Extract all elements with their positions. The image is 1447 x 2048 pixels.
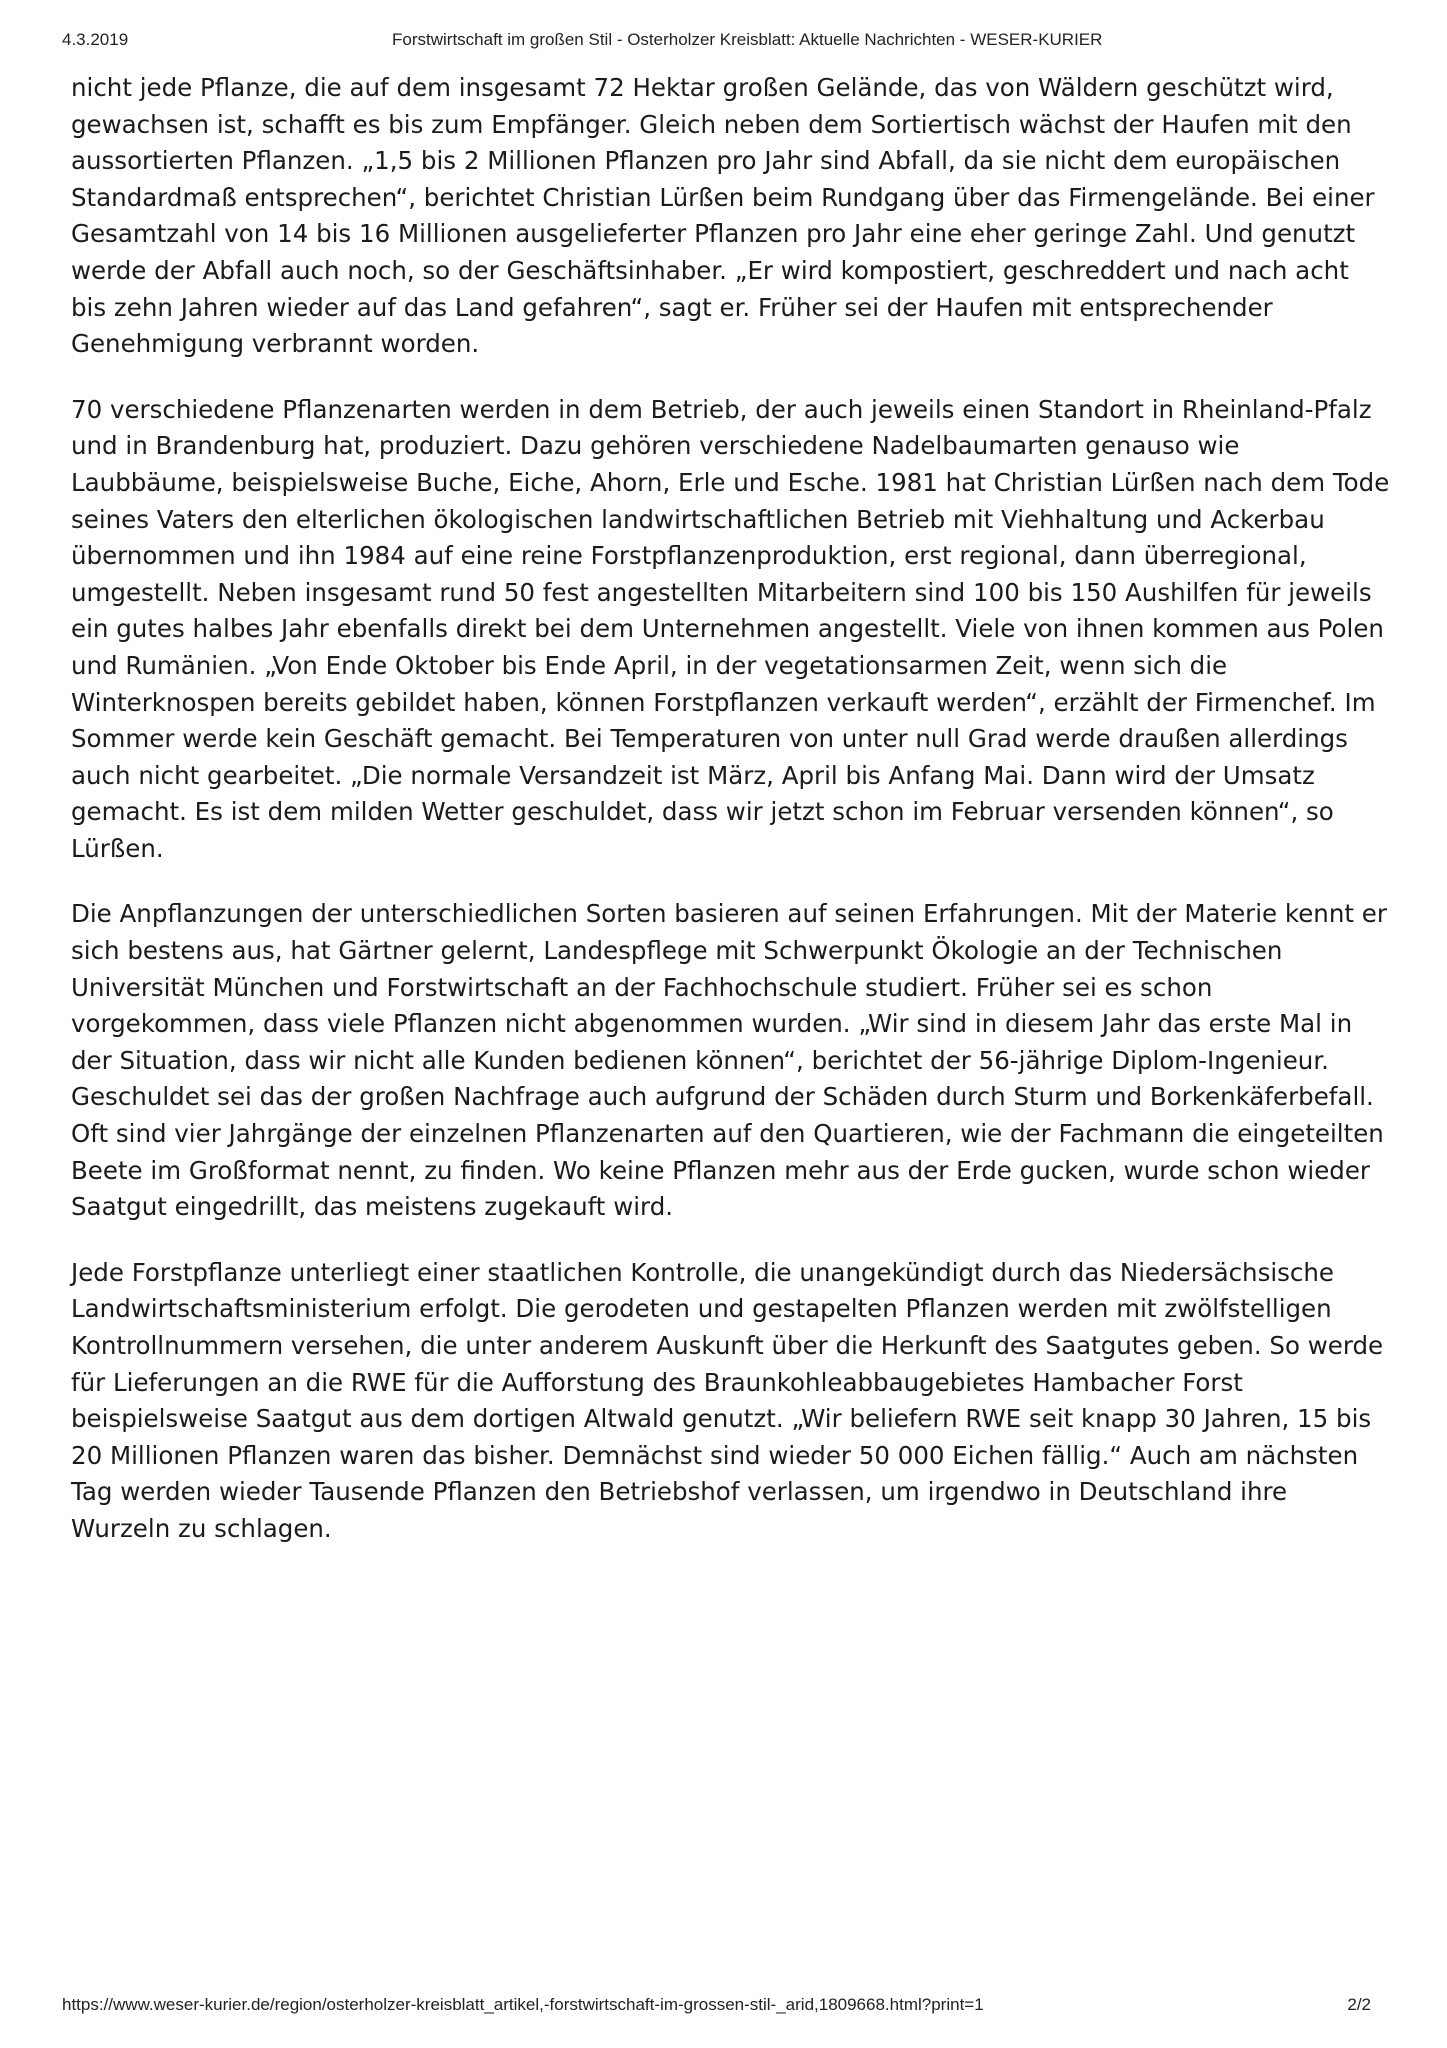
print-header bbox=[62, 30, 1385, 54]
document-title: Forstwirtschaft im großen Stil - Osterholzer Kreisblatt: Aktuelle Nachrichten - WESER-KURIER bbox=[392, 30, 1103, 49]
article-paragraph: Die Anpflanzungen der unterschiedlichen Sorten basieren auf seinen Erfahrungen. Mit der Materie kennt er sich bestens aus, hat Gärtner gelernt, Landespflege mit Schwerpunkt Ökologie an der Technischen Universität München und Forstwirtschaft an der Fachhochschule studiert. Früher sei es schon vorgekommen, dass viele Pflanzen nicht abgenommen wurden. „Wir sind in diesem Jahr das erste Mal in der Situation, dass wir nicht alle Kunden bedienen können“, berichtet der 56-jährige Diplom-Ingenieur. Geschuldet sei das der großen Nachfrage auch aufgrund der Schäden durch Sturm und Borkenkäferbefall. Oft sind vier Jahrgänge der einzelnen Pflanzenarten auf den Quartieren, wie der Fachmann die eingeteilten Beete im Großformat nennt, zu finden. Wo keine Pflanzen mehr aus der Erde gucken, wurde schon wieder Saatgut eingedrillt, das meistens zugekauft wird. bbox=[71, 899, 1387, 1222]
article-body bbox=[71, 70, 1391, 1577]
print-footer bbox=[62, 1995, 1385, 2019]
source-url: https://www.weser-kurier.de/region/osterholzer-kreisblatt_artikel,-forstwirtschaft-im-grossen-stil-_arid,1809668.html?print=1 bbox=[62, 1995, 984, 2014]
article-paragraph: 70 verschiedene Pflanzenarten werden in dem Betrieb, der auch jeweils einen Standort in Rheinland-Pfalz und in Brandenburg hat, produziert. Dazu gehören verschiedene Nadelbaumarten genauso wie Laubbäume, beispielsweise Buche, Eiche, Ahorn, Erle und Esche. 1981 hat Christian Lürßen nach dem Tode seines Vaters den elterlichen ökologischen landwirtschaftlichen Betrieb mit Viehhaltung und Ackerbau übernommen und ihn 1984 auf eine reine Forstpflanzenproduktion, erst regional, dann überregional, umgestellt. Neben insgesamt rund 50 fest angestellten Mitarbeitern sind 100 bis 150 Aushilfen für jeweils ein gutes halbes Jahr ebenfalls direkt bei dem Unternehmen angestellt. Viele von ihnen kommen aus Polen und Rumänien. „Von Ende Oktober bis Ende April, in der vegetationsarmen Zeit, wenn sich die Winterknospen bereits gebildet haben, können Forstpflanzen verkauft werden“, erzählt der Firmenchef. Im Sommer werde kein Geschäft gemacht. Bei Temperaturen von unter null Grad werde draußen allerdings auch nicht gearbeitet. „Die normale Versandzeit ist März, April bis Anfang Mai. Dann wird der Umsatz gemacht. Es ist dem milden Wetter geschuldet, dass wir jetzt schon im Februar versenden können“, so Lürßen. bbox=[71, 394, 1390, 863]
article-paragraph: nicht jede Pflanze, die auf dem insgesamt 72 Hektar großen Gelände, das von Wäldern geschützt wird, gewachsen ist, schafft es bis zum Empfänger. Gleich neben dem Sortiertisch wächst der Haufen mit den aussortierten Pflanzen. „1,5 bis 2 Millionen Pflanzen pro Jahr sind Abfall, da sie nicht dem europäischen Standardmaß entsprechen“, berichtet Christian Lürßen beim Rundgang über das Firmengelände. Bei einer Gesamtzahl von 14 bis 16 Millionen ausgelieferter Pflanzen pro Jahr eine eher geringe Zahl. Und genutzt werde der Abfall auch noch, so der Geschäftsinhaber. „Er wird kompostiert, geschreddert und nach acht bis zehn Jahren wieder auf das Land gefahren“, sagt er. Früher sei der Haufen mit entsprechender Genehmigung verbrannt worden. bbox=[71, 73, 1375, 359]
article-paragraph: Jede Forstpflanze unterliegt einer staatlichen Kontrolle, die unangekündigt durch das Niedersächsische Landwirtschaftsministerium erfolgt. Die gerodeten und gestapelten Pflanzen werden mit zwölfstelligen Kontrollnummern versehen, die unter anderem Auskunft über die Herkunft des Saatgutes geben. So werde für Lieferungen an die RWE für die Aufforstung des Braunkohleabbaugebietes Hambacher Forst beispielsweise Saatgut aus dem dortigen Altwald genutzt. „Wir beliefern RWE seit knapp 30 Jahren, 15 bis 20 Millionen Pflanzen waren das bisher. Demnächst sind wieder 50 000 Eichen fällig.“ Auch am nächsten Tag werden wieder Tausende Pflanzen den Betriebshof verlassen, um irgendwo in Deutschland ihre Wurzeln zu schlagen. bbox=[71, 1257, 1384, 1543]
page-number: 2/2 bbox=[1347, 1995, 1371, 2014]
print-date: 4.3.2019 bbox=[62, 30, 129, 49]
